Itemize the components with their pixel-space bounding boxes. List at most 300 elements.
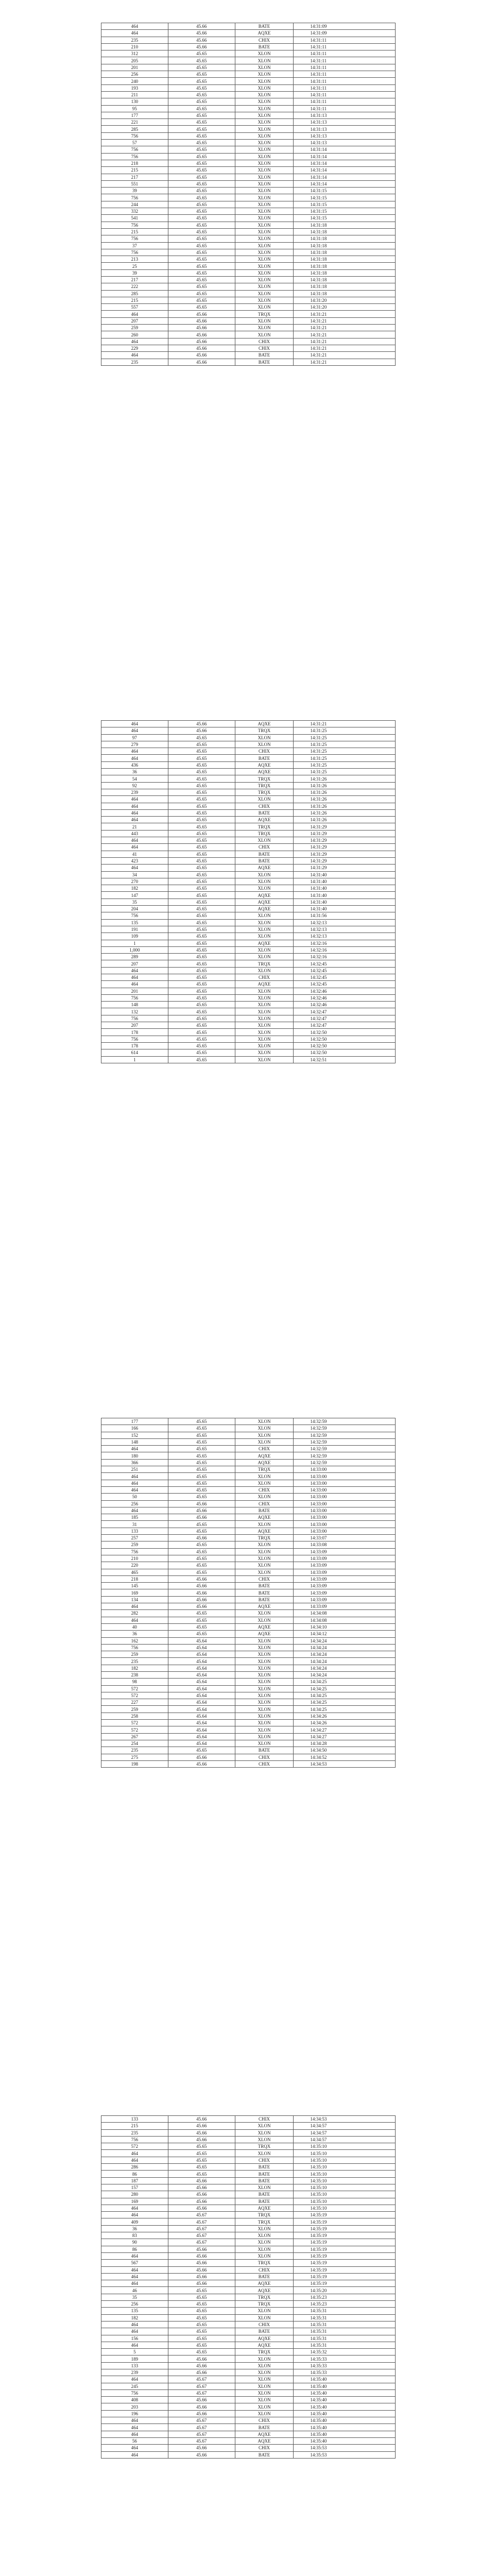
time-cell: 14:31:11: [294, 64, 396, 71]
price-cell: 45.65: [168, 906, 235, 912]
price-cell: 45.65: [168, 2342, 235, 2348]
time-cell: 14:31:56: [294, 912, 396, 919]
page-4: [101, 2115, 396, 2459]
table-row: [101, 1056, 396, 1063]
venue-cell: XLON: [235, 912, 294, 919]
price-cell: 45.66: [168, 43, 235, 50]
time-cell: 14:35:33: [294, 2369, 396, 2376]
price-cell: 45.64: [168, 1665, 235, 1671]
table-row: [101, 105, 396, 112]
volume-cell: 259: [101, 325, 168, 331]
volume-cell: 191: [101, 926, 168, 933]
table-row: [101, 2184, 396, 2191]
volume-cell: 177: [101, 1418, 168, 1425]
venue-cell: XLON: [235, 2376, 294, 2383]
price-cell: 45.66: [168, 1500, 235, 1507]
price-cell: 45.65: [168, 132, 235, 139]
time-cell: 14:32:51: [294, 1056, 396, 1063]
time-cell: 14:33:00: [294, 1486, 396, 1493]
venue-cell: XLON: [235, 1617, 294, 1623]
volume-cell: 464: [101, 1446, 168, 1452]
venue-cell: XLON: [235, 174, 294, 180]
volume-cell: 572: [101, 1685, 168, 1692]
time-cell: 14:35:10: [294, 2164, 396, 2171]
volume-cell: 464: [101, 1480, 168, 1486]
price-cell: 45.65: [168, 1446, 235, 1452]
volume-cell: 39: [101, 188, 168, 194]
time-cell: 14:31:29: [294, 837, 396, 844]
venue-cell: XLON: [235, 2383, 294, 2389]
table-row: [101, 30, 396, 37]
price-cell: 45.65: [168, 1432, 235, 1438]
time-cell: 14:31:26: [294, 775, 396, 782]
table-row: [101, 57, 396, 64]
time-cell: 14:34:24: [294, 1644, 396, 1651]
venue-cell: XLON: [235, 1713, 294, 1719]
volume-cell: 57: [101, 140, 168, 146]
trade-table-page-1: [101, 23, 396, 366]
price-cell: 45.65: [168, 228, 235, 235]
volume-cell: 464: [101, 2150, 168, 2157]
price-cell: 45.65: [168, 242, 235, 249]
price-cell: 45.66: [168, 2266, 235, 2273]
venue-cell: XLON: [235, 796, 294, 803]
price-cell: 45.65: [168, 1494, 235, 1500]
table-row: [101, 2301, 396, 2308]
volume-cell: 464: [101, 981, 168, 988]
time-cell: 14:31:11: [294, 37, 396, 43]
volume-cell: 217: [101, 174, 168, 180]
time-cell: 14:31:09: [294, 23, 396, 30]
volume-cell: 134: [101, 1596, 168, 1603]
volume-cell: 551: [101, 180, 168, 187]
table-row: [101, 796, 396, 803]
volume-cell: 189: [101, 2355, 168, 2362]
table-row: [101, 2260, 396, 2266]
price-cell: 45.66: [168, 331, 235, 338]
volume-cell: 97: [101, 734, 168, 741]
table-row: [101, 132, 396, 139]
price-cell: 45.65: [168, 167, 235, 174]
price-cell: 45.65: [168, 851, 235, 857]
venue-cell: XLON: [235, 1494, 294, 1500]
table-row: [101, 1658, 396, 1665]
time-cell: 14:31:40: [294, 892, 396, 899]
price-cell: 45.65: [168, 734, 235, 741]
price-cell: 45.65: [168, 1008, 235, 1015]
volume-cell: 756: [101, 2136, 168, 2143]
time-cell: 14:35:31: [294, 2321, 396, 2328]
price-cell: 45.65: [168, 994, 235, 1001]
volume-cell: 187: [101, 2177, 168, 2184]
volume-cell: 464: [101, 352, 168, 359]
price-cell: 45.65: [168, 105, 235, 112]
table-row: [101, 50, 396, 57]
price-cell: 45.65: [168, 823, 235, 830]
time-cell: 14:35:10: [294, 2157, 396, 2163]
volume-cell: 169: [101, 1589, 168, 1596]
price-cell: 45.65: [168, 761, 235, 768]
venue-cell: XLON: [235, 1480, 294, 1486]
table-row: [101, 1042, 396, 1049]
venue-cell: XLON: [235, 919, 294, 926]
volume-cell: 95: [101, 105, 168, 112]
time-cell: 14:35:40: [294, 2437, 396, 2444]
volume-cell: 207: [101, 1022, 168, 1029]
price-cell: 45.65: [168, 304, 235, 311]
venue-cell: CHIX: [235, 2266, 294, 2273]
venue-cell: XLON: [235, 2355, 294, 2362]
price-cell: 45.66: [168, 30, 235, 37]
table-row: [101, 1713, 396, 1719]
table-row: [101, 2171, 396, 2177]
venue-cell: BATE: [235, 2424, 294, 2431]
time-cell: 14:32:59: [294, 1459, 396, 1466]
table-row: [101, 721, 396, 727]
table-row: [101, 126, 396, 132]
table-row: [101, 2212, 396, 2218]
table-row: [101, 2355, 396, 2362]
venue-cell: XLON: [235, 297, 294, 303]
table-row: [101, 1747, 396, 1754]
volume-cell: 464: [101, 30, 168, 37]
table-row: [101, 1049, 396, 1056]
time-cell: 14:31:14: [294, 167, 396, 174]
volume-cell: 148: [101, 1438, 168, 1445]
volume-cell: 25: [101, 263, 168, 269]
venue-cell: TRQX: [235, 2143, 294, 2150]
price-cell: 45.65: [168, 857, 235, 864]
price-cell: 45.65: [168, 1466, 235, 1473]
price-cell: 45.66: [168, 1575, 235, 1582]
price-cell: 45.65: [168, 2294, 235, 2300]
venue-cell: BATE: [235, 2164, 294, 2171]
time-cell: 14:31:13: [294, 132, 396, 139]
venue-cell: XLON: [235, 228, 294, 235]
volume-cell: 203: [101, 2403, 168, 2410]
volume-cell: 464: [101, 311, 168, 317]
time-cell: 14:31:18: [294, 235, 396, 242]
volume-cell: 464: [101, 844, 168, 851]
time-cell: 14:33:09: [294, 1575, 396, 1582]
price-cell: 45.65: [168, 290, 235, 297]
time-cell: 14:32:45: [294, 981, 396, 988]
price-cell: 45.65: [168, 64, 235, 71]
time-cell: 14:31:40: [294, 871, 396, 878]
volume-cell: 185: [101, 1514, 168, 1521]
price-cell: 45.65: [168, 2335, 235, 2342]
time-cell: 14:34:26: [294, 1713, 396, 1719]
volume-cell: 464: [101, 2417, 168, 2424]
volume-cell: 464: [101, 2342, 168, 2348]
time-cell: 14:34:25: [294, 1692, 396, 1699]
table-row: [101, 2383, 396, 2389]
price-cell: 45.66: [168, 359, 235, 365]
price-cell: 45.65: [168, 782, 235, 789]
table-row: [101, 140, 396, 146]
time-cell: 14:31:18: [294, 276, 396, 283]
price-cell: 45.67: [168, 2431, 235, 2437]
volume-cell: 270: [101, 878, 168, 885]
price-cell: 45.65: [168, 276, 235, 283]
time-cell: 14:35:31: [294, 2335, 396, 2342]
price-cell: 45.65: [168, 755, 235, 761]
price-cell: 45.66: [168, 2129, 235, 2136]
volume-cell: 235: [101, 37, 168, 43]
table-row: [101, 1514, 396, 1521]
price-cell: 45.65: [168, 140, 235, 146]
venue-cell: AQXE: [235, 721, 294, 727]
time-cell: 14:33:09: [294, 1589, 396, 1596]
table-row: [101, 2143, 396, 2150]
time-cell: 14:33:00: [294, 1528, 396, 1534]
time-cell: 14:31:11: [294, 71, 396, 78]
table-row: [101, 180, 396, 187]
time-cell: 14:31:11: [294, 105, 396, 112]
time-cell: 14:33:00: [294, 1514, 396, 1521]
venue-cell: CHIX: [235, 2157, 294, 2163]
price-cell: 45.65: [168, 153, 235, 160]
time-cell: 14:35:23: [294, 2294, 396, 2300]
time-cell: 14:34:27: [294, 1733, 396, 1740]
time-cell: 14:35:32: [294, 2349, 396, 2355]
table-row: [101, 1720, 396, 1726]
time-cell: 14:31:20: [294, 304, 396, 311]
time-cell: 14:35:10: [294, 2184, 396, 2191]
time-cell: 14:35:20: [294, 2287, 396, 2294]
table-row: [101, 304, 396, 311]
time-cell: 14:31:11: [294, 98, 396, 105]
time-cell: 14:31:14: [294, 153, 396, 160]
price-cell: 45.65: [168, 892, 235, 899]
venue-cell: XLON: [235, 1610, 294, 1617]
volume-cell: 260: [101, 331, 168, 338]
time-cell: 14:35:19: [294, 2260, 396, 2266]
price-cell: 45.66: [168, 2177, 235, 2184]
price-cell: 45.65: [168, 222, 235, 228]
venue-cell: CHIX: [235, 803, 294, 809]
venue-cell: TRQX: [235, 311, 294, 317]
venue-cell: XLON: [235, 741, 294, 748]
price-cell: 45.66: [168, 1589, 235, 1596]
volume-cell: 50: [101, 1494, 168, 1500]
venue-cell: XLON: [235, 283, 294, 290]
table-row: [101, 1015, 396, 1022]
table-row: [101, 1446, 396, 1452]
venue-cell: XLON: [235, 1699, 294, 1706]
price-cell: 45.65: [168, 1610, 235, 1617]
price-cell: 45.65: [168, 789, 235, 795]
time-cell: 14:31:21: [294, 345, 396, 351]
table-row: [101, 755, 396, 761]
venue-cell: TRQX: [235, 727, 294, 734]
table-row: [101, 1610, 396, 1617]
price-cell: 45.66: [168, 2123, 235, 2129]
price-cell: 45.65: [168, 954, 235, 960]
time-cell: 14:34:24: [294, 1658, 396, 1665]
volume-cell: 152: [101, 1432, 168, 1438]
time-cell: 14:31:11: [294, 84, 396, 91]
price-cell: 45.66: [168, 2205, 235, 2211]
price-cell: 45.66: [168, 1514, 235, 1521]
price-cell: 45.66: [168, 23, 235, 30]
time-cell: 14:35:40: [294, 2417, 396, 2424]
volume-cell: 169: [101, 2198, 168, 2205]
venue-cell: XLON: [235, 317, 294, 324]
price-cell: 45.65: [168, 119, 235, 126]
price-cell: 45.65: [168, 926, 235, 933]
table-row: [101, 2389, 396, 2396]
table-row: [101, 290, 396, 297]
time-cell: 14:35:31: [294, 2342, 396, 2348]
venue-cell: XLON: [235, 2136, 294, 2143]
table-row: [101, 311, 396, 317]
price-cell: 45.65: [168, 946, 235, 953]
table-row: [101, 2232, 396, 2239]
table-row: [101, 919, 396, 926]
table-row: [101, 1029, 396, 1036]
volume-cell: 756: [101, 235, 168, 242]
volume-cell: 572: [101, 1726, 168, 1733]
time-cell: 14:31:15: [294, 208, 396, 215]
volume-cell: 756: [101, 1548, 168, 1555]
time-cell: 14:31:18: [294, 242, 396, 249]
volume-cell: 366: [101, 1459, 168, 1466]
price-cell: 45.65: [168, 1425, 235, 1432]
price-cell: 45.67: [168, 2376, 235, 2383]
time-cell: 14:31:18: [294, 228, 396, 235]
time-cell: 14:33:00: [294, 1507, 396, 1514]
volume-cell: 572: [101, 1692, 168, 1699]
price-cell: 45.65: [168, 256, 235, 263]
price-cell: 45.66: [168, 317, 235, 324]
time-cell: 14:35:19: [294, 2239, 396, 2246]
table-row: [101, 1459, 396, 1466]
table-row: [101, 2403, 396, 2410]
price-cell: 45.65: [168, 84, 235, 91]
table-row: [101, 892, 396, 899]
time-cell: 14:31:18: [294, 249, 396, 256]
price-cell: 45.65: [168, 146, 235, 153]
volume-cell: 229: [101, 345, 168, 351]
price-cell: 45.67: [168, 2232, 235, 2239]
time-cell: 14:32:59: [294, 1438, 396, 1445]
volume-cell: 464: [101, 2431, 168, 2437]
volume-cell: 196: [101, 2410, 168, 2417]
price-cell: 45.64: [168, 1740, 235, 1747]
table-row: [101, 1562, 396, 1569]
table-row: [101, 2431, 396, 2437]
price-cell: 45.66: [168, 2397, 235, 2403]
price-cell: 45.66: [168, 1603, 235, 1610]
venue-cell: XLON: [235, 1418, 294, 1425]
price-cell: 45.66: [168, 37, 235, 43]
volume-cell: 239: [101, 789, 168, 795]
price-cell: 45.64: [168, 1726, 235, 1733]
volume-cell: 464: [101, 2157, 168, 2163]
volume-cell: 133: [101, 1528, 168, 1534]
table-row: [101, 1617, 396, 1623]
price-cell: 45.65: [168, 201, 235, 208]
venue-cell: TRQX: [235, 2260, 294, 2266]
time-cell: 14:34:53: [294, 1760, 396, 1767]
venue-cell: BATE: [235, 359, 294, 365]
table-row: [101, 119, 396, 126]
volume-cell: 227: [101, 1699, 168, 1706]
volume-cell: 464: [101, 865, 168, 871]
venue-cell: XLON: [235, 2389, 294, 2396]
price-cell: 45.66: [168, 2116, 235, 2123]
table-row: [101, 734, 396, 741]
time-cell: 14:33:00: [294, 1494, 396, 1500]
table-row: [101, 2349, 396, 2355]
time-cell: 14:34:26: [294, 1720, 396, 1726]
volume-cell: 279: [101, 741, 168, 748]
table-row: [101, 64, 396, 71]
price-cell: 45.65: [168, 1002, 235, 1008]
volume-cell: 244: [101, 201, 168, 208]
price-cell: 45.65: [168, 1459, 235, 1466]
time-cell: 14:32:16: [294, 954, 396, 960]
volume-cell: 215: [101, 167, 168, 174]
volume-cell: 464: [101, 803, 168, 809]
volume-cell: 285: [101, 126, 168, 132]
table-row: [101, 2218, 396, 2225]
price-cell: 45.66: [168, 727, 235, 734]
price-cell: 45.65: [168, 188, 235, 194]
time-cell: 14:34:25: [294, 1685, 396, 1692]
table-row: [101, 1575, 396, 1582]
time-cell: 14:31:20: [294, 297, 396, 303]
venue-cell: XLON: [235, 2362, 294, 2369]
venue-cell: CHIX: [235, 1760, 294, 1767]
price-cell: 45.65: [168, 50, 235, 57]
volume-cell: 282: [101, 1610, 168, 1617]
table-row: [101, 160, 396, 166]
time-cell: 14:31:18: [294, 222, 396, 228]
venue-cell: AQXE: [235, 1603, 294, 1610]
volume-cell: 39: [101, 269, 168, 276]
volume-cell: 36: [101, 2225, 168, 2232]
price-cell: 45.64: [168, 1679, 235, 1685]
venue-cell: XLON: [235, 1562, 294, 1569]
time-cell: 14:31:40: [294, 885, 396, 892]
volume-cell: 464: [101, 2280, 168, 2287]
time-cell: 14:34:28: [294, 1740, 396, 1747]
volume-cell: 256: [101, 1500, 168, 1507]
venue-cell: XLON: [235, 235, 294, 242]
price-cell: 45.66: [168, 2451, 235, 2458]
volume-cell: 182: [101, 885, 168, 892]
price-cell: 45.67: [168, 2212, 235, 2218]
venue-cell: XLON: [235, 140, 294, 146]
table-row: [101, 276, 396, 283]
price-cell: 45.66: [168, 2273, 235, 2280]
volume-cell: 259: [101, 1706, 168, 1713]
volume-cell: 756: [101, 249, 168, 256]
venue-cell: XLON: [235, 2252, 294, 2259]
price-cell: 45.65: [168, 1548, 235, 1555]
time-cell: 14:35:53: [294, 2445, 396, 2451]
venue-cell: XLON: [235, 954, 294, 960]
volume-cell: 756: [101, 222, 168, 228]
price-cell: 45.66: [168, 2445, 235, 2451]
price-cell: 45.65: [168, 249, 235, 256]
time-cell: 14:35:40: [294, 2389, 396, 2396]
table-row: [101, 1535, 396, 1541]
price-cell: 45.65: [168, 2150, 235, 2157]
volume-cell: 464: [101, 974, 168, 980]
